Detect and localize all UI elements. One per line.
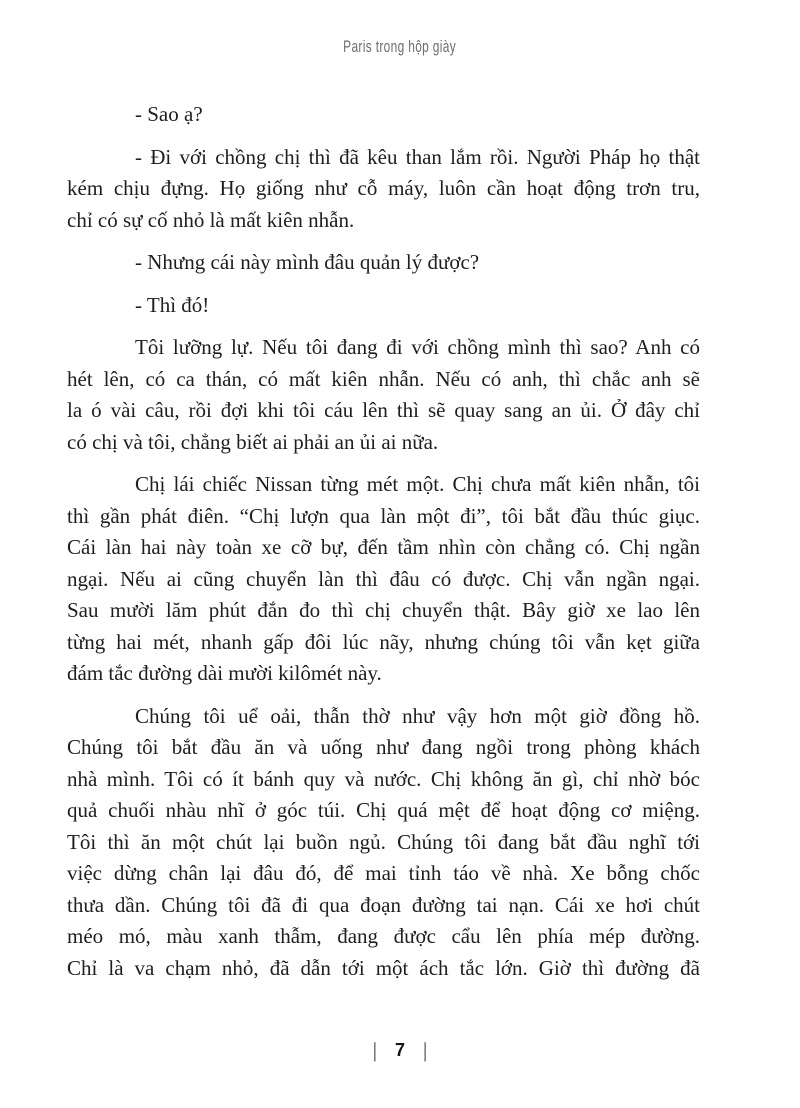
text-line: hét lên, có ca thán, có mất kiên nhẫn. Nếu có anh, thì chắc anh sẽ	[67, 366, 700, 391]
text-line: thì gần phát điên. “Chị lượn qua làn một đi”, tôi bắt đầu thúc giục.	[67, 503, 700, 528]
paragraph	[67, 290, 700, 322]
text-line: kém chịu đựng. Họ giống như cỗ máy, luôn cần hoạt động trơn tru,	[67, 176, 700, 200]
footer-separator-right: |	[423, 1038, 428, 1062]
text-line: Chúng tôi uể oải, thẫn thờ như vậy hơn một giờ đồng hồ.	[135, 703, 700, 728]
paragraph	[67, 99, 700, 131]
text-line: ngại. Nếu ai cũng chuyển làn thì đâu có được. Chị vẫn ngần ngại.	[67, 566, 700, 591]
book-title: Paris trong hộp giày	[343, 37, 457, 56]
text-line: Chỉ là va chạm nhỏ, đã dẫn tới một ách tắc lớn. Giờ thì đường đã	[67, 955, 700, 980]
paragraph	[67, 332, 700, 458]
text-line: Sau mười lăm phút đắn đo thì chị chuyển thật. Bây giờ xe lao lên	[67, 598, 700, 622]
page-footer	[0, 1038, 800, 1063]
text-line: méo mó, màu xanh thẫm, đang được cẩu lên phía mép đường.	[67, 924, 700, 948]
text-line: chỉ có sự cố nhỏ là mất kiên nhẫn.	[67, 207, 355, 232]
text-line: la ó vài câu, rồi đợi khi tôi cáu lên thì sẽ quay sang an ủi. Ở đây chỉ	[67, 398, 700, 422]
paragraph	[67, 247, 700, 279]
paragraph	[67, 469, 700, 690]
text-line: việc dừng chân lại đâu đó, để mai tỉnh táo về nhà. Xe bỗng chốc	[67, 861, 700, 885]
text-line: - Sao ạ?	[135, 102, 203, 126]
text-line: quả chuối nhàu nhĩ ở góc túi. Chị quá mệt để hoạt động cơ miệng.	[67, 798, 700, 822]
text-line: Chúng tôi bắt đầu ăn và uống như đang ngồi trong phòng khách	[67, 735, 700, 759]
text-line: - Thì đó!	[135, 292, 210, 317]
paragraph	[67, 142, 700, 237]
body-text	[67, 99, 700, 984]
text-line: thưa dần. Chúng tôi đã đi qua đoạn đường tai nạn. Cái xe hơi chút	[67, 892, 700, 917]
page-number: 7	[394, 1040, 405, 1060]
text-line: - Nhưng cái này mình đâu quản lý được?	[135, 250, 480, 274]
text-line: Cái làn hai này toàn xe cỡ bự, đến tầm nhìn còn chẳng có. Chị ngần	[67, 535, 700, 559]
paragraph	[67, 701, 700, 985]
text-line: đám tắc đường dài mười kilômét này.	[67, 661, 382, 685]
text-line: Chị lái chiếc Nissan từng mét một. Chị chưa mất kiên nhẫn, tôi	[135, 472, 700, 496]
text-line: Tôi lưỡng lự. Nếu tôi đang đi với chồng mình thì sao? Anh có	[135, 335, 700, 359]
text-line: từng hai mét, nhanh gấp đôi lúc nãy, nhưng chúng tôi vẫn kẹt giữa	[67, 629, 700, 654]
text-line: nhà mình. Tôi có ít bánh quy và nước. Chị không ăn gì, chỉ nhờ bóc	[67, 766, 700, 791]
running-header	[0, 37, 800, 57]
text-line: - Đi với chồng chị thì đã kêu than lắm rồi. Người Pháp họ thật	[135, 144, 700, 169]
text-line: Tôi thì ăn một chút lại buồn ngủ. Chúng tôi đang bắt đầu nghĩ tới	[67, 829, 700, 854]
footer-separator-left: |	[372, 1038, 377, 1062]
text-line: có chị và tôi, chẳng biết ai phải an ủi ai nữa.	[67, 429, 439, 454]
